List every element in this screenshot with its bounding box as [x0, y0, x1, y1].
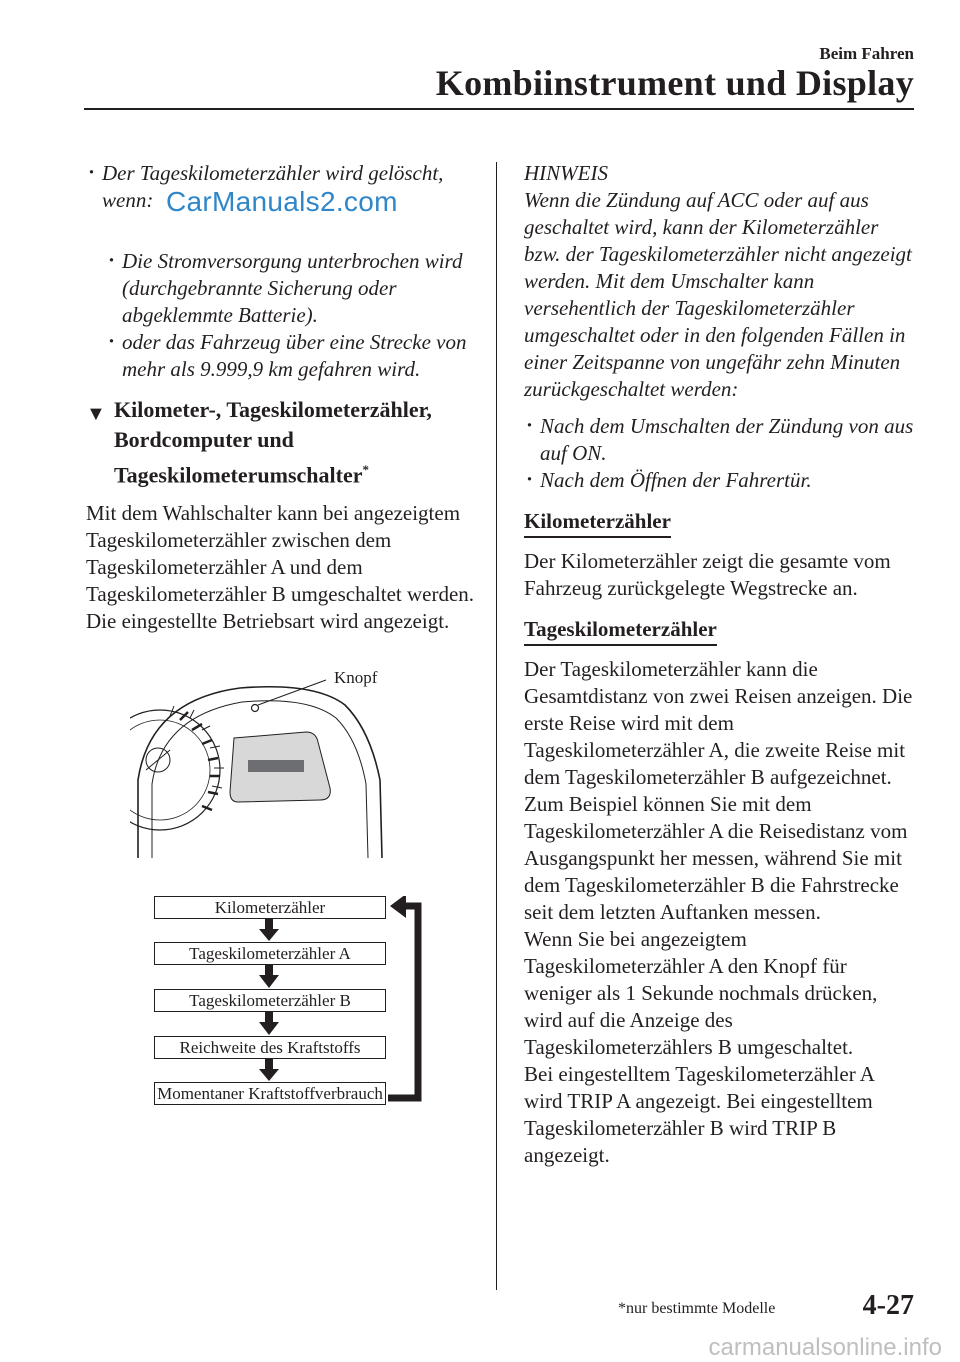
note-title: HINWEIS [524, 161, 608, 185]
subheading-trip-meter: Tageskilometerzähler [524, 616, 717, 646]
trip-paragraph-3: Wenn Sie bei angezeigtem Tageskilometerzähler A den Knopf für weniger als 1 Sekunde nochmals drücken, wird auf die Anzeige des Tageskilometerzählers B umgeschaltet. [524, 927, 878, 1059]
flow-arrows [154, 896, 440, 1136]
triangle-down-icon: ▼ [86, 403, 106, 425]
mode-cycle-diagram [154, 896, 440, 1136]
sub-bullet: · oder das Fahrzeug über eine Strecke von mehr als 9.999,9 km gefahren wird. [106, 329, 476, 383]
note-bullet: · Nach dem Umschalten der Zündung von aus auf ON. [524, 413, 916, 467]
flow-box-range: Reichweite des Kraftstoffs [154, 1036, 386, 1059]
right-column [524, 160, 916, 1169]
sub-bullet: · Die Stromversorgung unterbrochen wird (durchgebrannte Sicherung oder abgeklemmte Batterie). [106, 248, 476, 329]
left-column [86, 160, 476, 635]
cluster-illustration [130, 660, 390, 860]
bullet-reset: · Der Tageskilometerzähler wird gelöscht, wenn: [86, 160, 476, 214]
instrument-cluster-figure [130, 660, 390, 860]
footer-watermark[interactable]: carmanualsonline.info [708, 1334, 942, 1361]
flow-box-consumption: Momentaner Kraftstoffverbrauch [154, 1082, 386, 1105]
flow-box-trip-a: Tageskilometerzähler A [154, 942, 386, 965]
trip-paragraph-4: Bei eingestelltem Tageskilometerzähler A wird TRIP A angezeigt. Bei eingestelltem Tageskilometerzähler B wird TRIP B angezeigt. [524, 1062, 874, 1167]
section-heading [86, 395, 476, 490]
paragraph: Mit dem Wahlschalter kann bei angezeigtem Tageskilometerzähler zwischen dem Tageskilometerzähler A und dem Tageskilometerzähler B umgeschaltet werden. Die eingestellte Betriebsart wird angezeigt. [86, 501, 475, 634]
page-number: 4-27 [862, 1290, 914, 1321]
note-text: Wenn die Zündung auf ACC oder auf aus geschaltet wird, kann der Kilometerzähler bzw. der Tageskilometerzähler nicht angezeigt werden. Mit dem Umschalter kann versehentlich der Tageskilometerzähler umgeschaltet oder in den folgenden Fällen in einer Zeitspanne von ungefähr zehn Minuten zurückgeschaltet werden: [524, 188, 912, 401]
trip-paragraph-2: Zum Beispiel können Sie mit dem Tageskilometerzähler A die Reisedistanz vom Ausgangspunkt her messen, während Sie mit dem Tageskilometerzähler B die Fahrstrecke seit dem letzten Auftanken messen. [524, 792, 908, 924]
section-label: Beim Fahren [819, 44, 914, 63]
header-rule [84, 108, 914, 110]
figure-label-knopf: Knopf [334, 668, 378, 687]
watermark-logo[interactable]: CarManuals2.com [166, 186, 398, 217]
section-heading-text: Kilometer-, Tageskilometerzähler, Bordcomputer und Tageskilometerumschalter [114, 397, 432, 488]
asterisk: * [362, 462, 369, 477]
page-title: Kombiinstrument und Display [435, 63, 914, 103]
column-divider [496, 162, 497, 1290]
subheading-odometer: Kilometerzähler [524, 508, 671, 538]
odometer-text: Der Kilometerzähler zeigt die gesamte vom Fahrzeug zurückgelegte Wegstrecke an. [524, 549, 891, 600]
note-bullet: · Nach dem Öffnen der Fahrertür. [524, 467, 916, 494]
flow-box-trip-b: Tageskilometerzähler B [154, 989, 386, 1012]
footnote: *nur bestimmte Modelle [618, 1300, 776, 1317]
flow-box-odometer: Kilometerzähler [154, 896, 386, 919]
trip-paragraph-1: Der Tageskilometerzähler kann die Gesamtdistanz von zwei Reisen anzeigen. Die erste Reise wird mit dem Tageskilometerzähler A, die zweite Reise mit dem Tageskilometerzähler B aufgezeichnet. [524, 657, 913, 789]
